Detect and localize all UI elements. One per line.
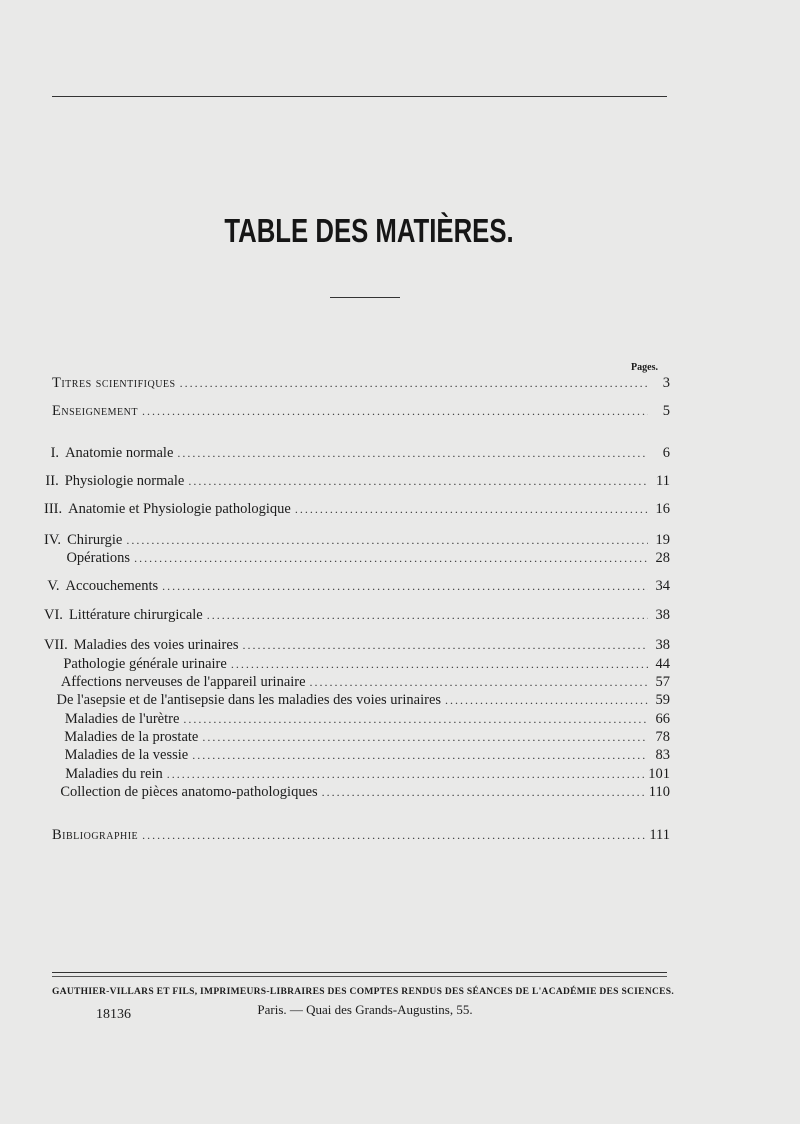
dot-leader (180, 374, 648, 392)
toc-entry (44, 531, 670, 549)
toc-entry-page: 57 (655, 674, 670, 690)
dot-leader (134, 549, 648, 567)
toc-entry-label: Littérature chirurgicale (68, 607, 203, 623)
toc-entry (44, 472, 670, 490)
toc-entry (44, 577, 670, 595)
toc-entry (44, 636, 670, 654)
dot-leader (242, 636, 648, 654)
bottom-rule-thin (52, 976, 667, 977)
toc-entry-label: Anatomie et Physiologie pathologique (68, 501, 291, 517)
toc-entry-label: Maladies des voies urinaires (73, 637, 239, 653)
top-rule (52, 96, 667, 97)
dot-leader (231, 655, 648, 673)
toc-entry-page: 66 (655, 711, 670, 727)
dot-leader (188, 472, 648, 490)
toc-entry-label: Maladies de l'urètre (64, 711, 180, 727)
toc-entry-label: Physiologie normale (64, 473, 185, 489)
imprint-code: 18136 (96, 1007, 131, 1022)
toc-entry-page: 11 (656, 473, 670, 489)
dot-leader (295, 500, 648, 518)
toc-entry (44, 655, 670, 673)
toc-entry-number: II. (45, 473, 59, 489)
toc-entry-number: III. (44, 501, 63, 517)
toc-entry-label: Titres scientifiques (52, 375, 176, 391)
toc-entry (44, 691, 670, 709)
toc-entry-page: 19 (655, 532, 670, 548)
dot-leader (202, 728, 648, 746)
imprint-address: Paris. — Quai des Grands-Augustins, 55. (257, 1002, 473, 1017)
toc-entry (44, 728, 670, 746)
imprint-publisher: GAUTHIER-VILLARS ET FILS, IMPRIMEURS-LIBRAIRES DES COMPTES RENDUS DES SÉANCES DE L'ACADÉMIE DES SCIENCES. (52, 987, 675, 997)
dot-leader (183, 710, 648, 728)
dot-leader (310, 673, 648, 691)
toc-entry (44, 500, 670, 518)
toc-entry-label: Chirurgie (67, 532, 123, 548)
toc-entry (44, 710, 670, 728)
toc-entry-label: Pathologie générale urinaire (63, 656, 227, 672)
dot-leader (126, 531, 648, 549)
dot-leader (322, 783, 645, 801)
pages-column-header: Pages. (631, 362, 658, 373)
toc-entry-page: 3 (662, 375, 670, 391)
toc-entry-label: Maladies de la prostate (64, 729, 199, 745)
toc-entry-number: V. (47, 578, 60, 594)
toc-entry-label: Collection de pièces anatomo-pathologiques (60, 784, 318, 800)
toc-entry-page: 28 (655, 550, 670, 566)
toc-entry (52, 826, 670, 844)
toc-entry-page: 111 (649, 827, 670, 843)
toc-entry-page: 38 (655, 607, 670, 623)
dot-leader (177, 444, 648, 462)
dot-leader (162, 577, 648, 595)
toc-entry-label: Maladies de la vessie (64, 747, 189, 763)
toc-entry-page: 34 (655, 578, 670, 594)
toc-entry-label: Accouchements (65, 578, 159, 594)
dot-leader (192, 746, 648, 764)
toc-entry (44, 673, 670, 691)
toc-entry-label: Affections nerveuses de l'appareil urinaire (60, 674, 306, 690)
toc-entry-number: VI. (44, 607, 63, 623)
dot-leader (167, 765, 645, 783)
dot-leader (142, 402, 648, 420)
toc-entry-page: 6 (662, 445, 670, 461)
toc-entry (44, 549, 670, 567)
toc-entry-number: I. (50, 445, 60, 461)
toc-entry (52, 374, 670, 392)
toc-entry (44, 444, 670, 462)
toc-entry-label: Opérations (66, 550, 131, 566)
dot-leader (207, 606, 648, 624)
toc-entry (52, 402, 670, 420)
toc-entry-page: 83 (655, 747, 670, 763)
dot-leader (142, 826, 645, 844)
toc-entry-page: 38 (655, 637, 670, 653)
toc-entry (44, 606, 670, 624)
toc-entry-label: Anatomie normale (65, 445, 174, 461)
bottom-rule (52, 972, 667, 973)
toc-entry-page: 5 (662, 403, 670, 419)
toc-entry-page: 78 (655, 729, 670, 745)
toc-entry-page: 110 (648, 784, 670, 800)
toc-entry (44, 765, 670, 783)
toc-entry-page: 16 (655, 501, 670, 517)
title-rule (330, 297, 400, 298)
toc-entry-label: Bibliographie (52, 827, 139, 843)
toc-entry-label: Maladies du rein (65, 766, 163, 782)
dot-leader (445, 691, 648, 709)
page-title: TABLE DES MATIÈRES. (224, 212, 514, 249)
toc-entry-page: 101 (648, 766, 670, 782)
toc-entry (44, 783, 670, 801)
toc-entry-label: Enseignement (52, 403, 138, 419)
toc-entry-number: IV. (44, 532, 62, 548)
toc-entry-label: De l'asepsie et de l'antisepsie dans les maladies des voies urinaires (56, 692, 442, 708)
toc-entry-number: VII. (44, 637, 68, 653)
toc-entry-page: 44 (655, 656, 670, 672)
toc-entry (44, 746, 670, 764)
toc-entry-page: 59 (655, 692, 670, 708)
